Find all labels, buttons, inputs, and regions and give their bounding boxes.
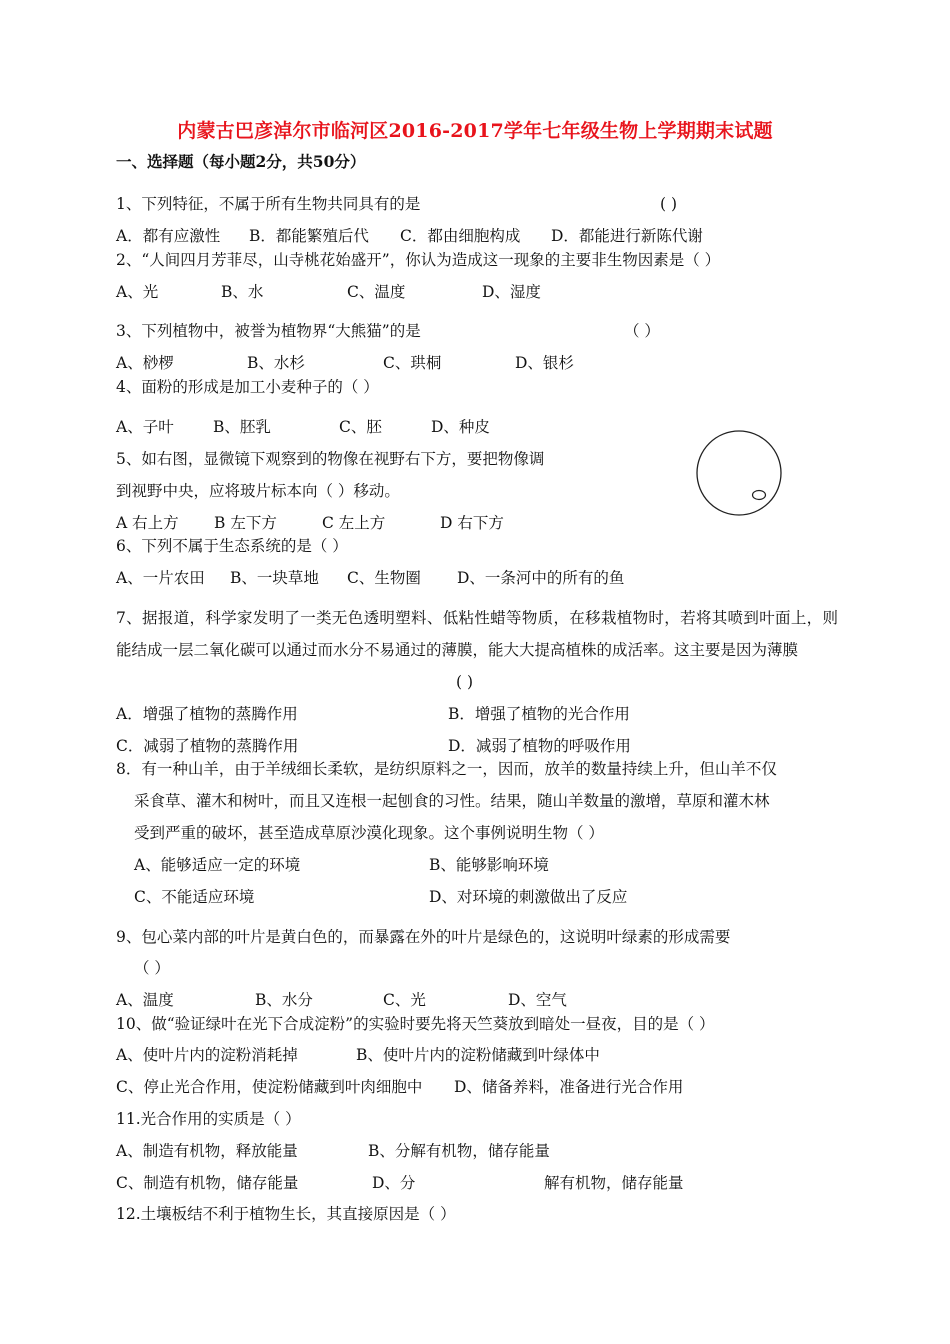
question-9-stem-line-1: 9、包心菜内部的叶片是黄白色的，而暴露在外的叶片是绿色的，这说明叶绿素的形成需要 — [116, 928, 731, 946]
question-4-option-b: B、胚乳 — [213, 418, 271, 436]
question-1-answer-paren: ( ) — [660, 195, 678, 213]
question-6-option-b: B、一块草地 — [230, 569, 319, 587]
question-4-option-c: C、胚 — [339, 418, 382, 436]
question-6-option-d: D、一条河中的所有的鱼 — [457, 569, 625, 587]
question-11-option-c: C、制造有机物，储存能量 — [116, 1174, 299, 1192]
page-title: 内蒙古巴彦淖尔市临河区2016-2017学年七年级生物上学期期末试题 — [177, 120, 773, 142]
question-6-stem: 6、下列不属于生态系统的是（ ） — [116, 537, 348, 555]
question-11-option-d-part-1: D、分 — [372, 1174, 416, 1192]
question-8-stem-line-2: 采食草、灌木和树叶，而且又连根一起刨食的习性。结果，随山羊数量的激增，草原和灌木林 — [134, 792, 770, 810]
question-7-option-b: B．增强了植物的光合作用 — [448, 705, 630, 723]
question-8-stem-line-3: 受到严重的破坏，甚至造成草原沙漠化现象。这个事例说明生物（ ） — [134, 824, 604, 842]
question-11-option-a: A、制造有机物，释放能量 — [116, 1142, 298, 1160]
question-8-option-b: B、能够影响环境 — [429, 856, 549, 874]
question-2-option-c: C、温度 — [347, 283, 406, 301]
question-1-option-d: D．都能进行新陈代谢 — [551, 227, 703, 245]
question-5-option-c: C 左上方 — [322, 514, 386, 532]
question-7-option-a: A．增强了植物的蒸腾作用 — [116, 705, 298, 723]
specimen-image-ellipse — [753, 491, 766, 500]
question-3-option-a: A、桫椤 — [116, 354, 174, 372]
question-3-option-d: D、银杉 — [515, 354, 574, 372]
question-10-option-d: D、储备养料，准备进行光合作用 — [454, 1078, 684, 1096]
question-1-option-a: A．都有应激性 — [116, 227, 221, 245]
question-2-option-d: D、湿度 — [482, 283, 541, 301]
question-3-answer-paren: （ ） — [624, 322, 660, 340]
question-5-option-b: B 左下方 — [214, 514, 277, 532]
question-4-option-a: A、子叶 — [116, 418, 174, 436]
question-2-option-b: B、水 — [221, 283, 264, 301]
question-2-stem: 2、“人间四月芳菲尽，山寺桃花始盛开”，你认为造成这一现象的主要非生物因素是（ ） — [116, 251, 721, 269]
question-9-option-d: D、空气 — [508, 991, 567, 1009]
question-3-option-b: B、水杉 — [247, 354, 305, 372]
section-heading: 一、选择题（每小题2分，共50分） — [116, 152, 366, 171]
microscope-field-diagram — [696, 430, 782, 516]
question-11-option-d-part-2: 解有机物，储存能量 — [544, 1174, 684, 1192]
question-9-stem-line-2: （ ） — [134, 959, 170, 977]
question-1-stem: 1、下列特征，不属于所有生物共同具有的是 — [116, 195, 421, 213]
question-1-option-c: C．都由细胞构成 — [400, 227, 521, 245]
question-6-option-a: A、一片农田 — [116, 569, 205, 587]
question-8-option-d: D、对环境的刺激做出了反应 — [429, 888, 628, 906]
question-5-option-d: D 右下方 — [440, 514, 504, 532]
question-7-option-c: C．减弱了植物的蒸腾作用 — [116, 737, 299, 755]
question-8-option-a: A、能够适应一定的环境 — [134, 856, 301, 874]
question-1-option-b: B．都能繁殖后代 — [249, 227, 369, 245]
question-9-option-a: A、温度 — [116, 991, 174, 1009]
question-3-stem: 3、下列植物中，被誉为植物界“大熊猫”的是 — [116, 322, 421, 340]
question-7-stem: 7、据报道，科学家发明了一类无色透明塑料、低粘性蜡等物质，在移栽植物时，若将其喷到叶面上，则能结成一层二氧化碳可以通过而水分不易通过的薄膜，能大大提高植株的成活率。这主要是因为薄膜 — [116, 609, 838, 659]
question-5-option-a: A 右上方 — [116, 514, 179, 532]
question-7-option-d: D．减弱了植物的呼吸作用 — [448, 737, 631, 755]
question-5-stem-line-1: 5、如右图，显微镜下观察到的物像在视野右下方，要把物像调 — [116, 450, 545, 468]
question-7-answer-paren: ( ) — [456, 673, 474, 691]
question-2-option-a: A、光 — [116, 283, 159, 301]
field-of-view-circle — [697, 431, 781, 515]
question-11-option-b: B、分解有机物，储存能量 — [368, 1142, 550, 1160]
question-9-option-b: B、水分 — [255, 991, 313, 1009]
question-4-option-d: D、种皮 — [431, 418, 490, 436]
question-3-option-c: C、珙桐 — [383, 354, 442, 372]
question-8-stem-line-1: 8．有一种山羊，由于羊绒细长柔软，是纺织原料之一，因而，放羊的数量持续上升，但山羊不仅 — [116, 760, 777, 778]
question-9-option-c: C、光 — [383, 991, 426, 1009]
question-6-option-c: C、生物圈 — [347, 569, 421, 587]
question-10-option-b: B、使叶片内的淀粉储藏到叶绿体中 — [356, 1046, 600, 1064]
question-4-stem: 4、面粉的形成是加工小麦种子的（ ） — [116, 378, 379, 396]
question-10-stem: 10、做“验证绿叶在光下合成淀粉”的实验时要先将天竺葵放到暗处一昼夜，目的是（ ） — [116, 1015, 715, 1033]
question-10-option-a: A、使叶片内的淀粉消耗掉 — [116, 1046, 298, 1064]
question-11-stem: 11.光合作用的实质是（ ） — [116, 1110, 301, 1128]
question-8-option-c: C、不能适应环境 — [134, 888, 255, 906]
question-10-option-c: C、停止光合作用，使淀粉储藏到叶肉细胞中 — [116, 1078, 423, 1096]
question-5-stem-line-2: 到视野中央，应将玻片标本向（ ）移动。 — [116, 482, 400, 500]
question-12-stem: 12.土壤板结不利于植物生长，其直接原因是（ ） — [116, 1205, 456, 1223]
